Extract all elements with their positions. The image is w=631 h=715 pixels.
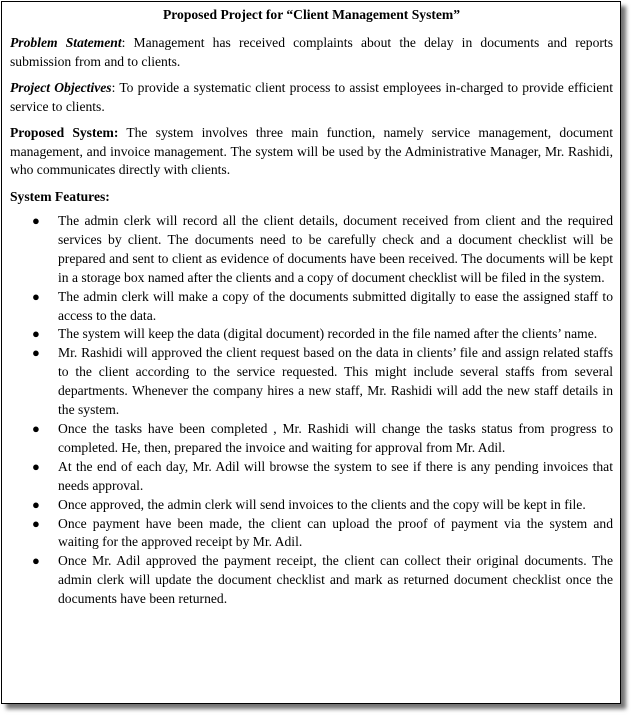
problem-statement — [10, 34, 613, 71]
list-item — [10, 515, 613, 553]
problem-statement-text: : Management has received complaints about the delay in documents and reports submission from and to clients. — [10, 35, 613, 69]
feature-text: The system will keep the data (digital document) recorded in the file named after the clients’ name. — [58, 326, 598, 342]
feature-text: At the end of each day, Mr. Adil will browse the system to see if there is any pending invoices that needs approval. — [58, 458, 613, 493]
feature-text: Once Mr. Adil approved the payment receipt, the client can collect their original documents. The admin clerk will update the document checklist and mark as returned document checklist once the documents have been returned. — [58, 553, 613, 607]
project-objectives — [10, 79, 613, 116]
system-features-heading: System Features: — [10, 188, 110, 204]
feature-text: The admin clerk will record all the client details, document received from client and the required services by client. The documents need to be carefully check and a document checklist will be prepared and sent to client as evidence of documents have been received. The documents will be kept in a storage box named after the clients and a copy of document checklist will be filed in the system. — [58, 213, 613, 285]
bullet-icon: ● — [32, 213, 40, 228]
document-box — [1, 1, 621, 704]
bullet-icon: ● — [32, 515, 40, 531]
feature-text: Once payment have been made, the client can upload the proof of payment via the system and waiting for the approved receipt by Mr. Adil. — [58, 515, 613, 550]
feature-text: The admin clerk will make a copy of the documents submitted digitally to ease the assigned staff to access to the data. — [58, 288, 613, 323]
feature-text: Once the tasks have been completed , Mr. Rashidi will change the tasks status from progress to completed. He, then, prepared the invoice and waiting for approval from Mr. Adil. — [58, 420, 613, 455]
proposed-system — [10, 124, 613, 180]
feature-text: Mr. Rashidi will approved the client request based on the data in clients’ file and assign related staffs to the client according to the service requested. This might include several staffs from several departments. Whenever the company hires a new staff, Mr. Rashidi will add the new staff details in the system. — [58, 345, 613, 418]
problem-statement-label: Problem Statement — [10, 35, 122, 50]
bullet-icon: ● — [32, 553, 40, 569]
list-item — [10, 325, 613, 344]
list-item — [10, 288, 613, 326]
bullet-icon: ● — [32, 345, 40, 361]
project-objectives-text: : To provide a systematic client process to assist employees in-charged to provide efficient service to clients. — [10, 80, 614, 114]
bullet-icon: ● — [32, 496, 40, 512]
document-title: Proposed Project for “Client Management System” — [162, 7, 461, 22]
bullet-icon: ● — [32, 458, 40, 474]
list-item — [10, 496, 613, 515]
list-item — [10, 458, 613, 496]
project-objectives-label: Project Objectives — [10, 80, 112, 95]
bullet-icon: ● — [32, 288, 40, 304]
feature-text: Once approved, the admin clerk will send invoices to the clients and the copy will be kept in file. — [58, 496, 586, 512]
proposed-system-text: The system involves three main function, namely service management, document management, and invoice management. The system will be used by the Administrative Manager, Mr. Rashidi, who communicates directly with clients. — [10, 125, 614, 177]
list-item — [10, 552, 613, 609]
system-features-list — [10, 212, 613, 609]
list-item — [10, 344, 613, 420]
bullet-icon: ● — [32, 420, 40, 436]
list-item — [10, 212, 613, 288]
list-item — [10, 420, 613, 458]
bullet-icon: ● — [32, 326, 40, 342]
proposed-system-label: Proposed System: — [10, 125, 119, 140]
